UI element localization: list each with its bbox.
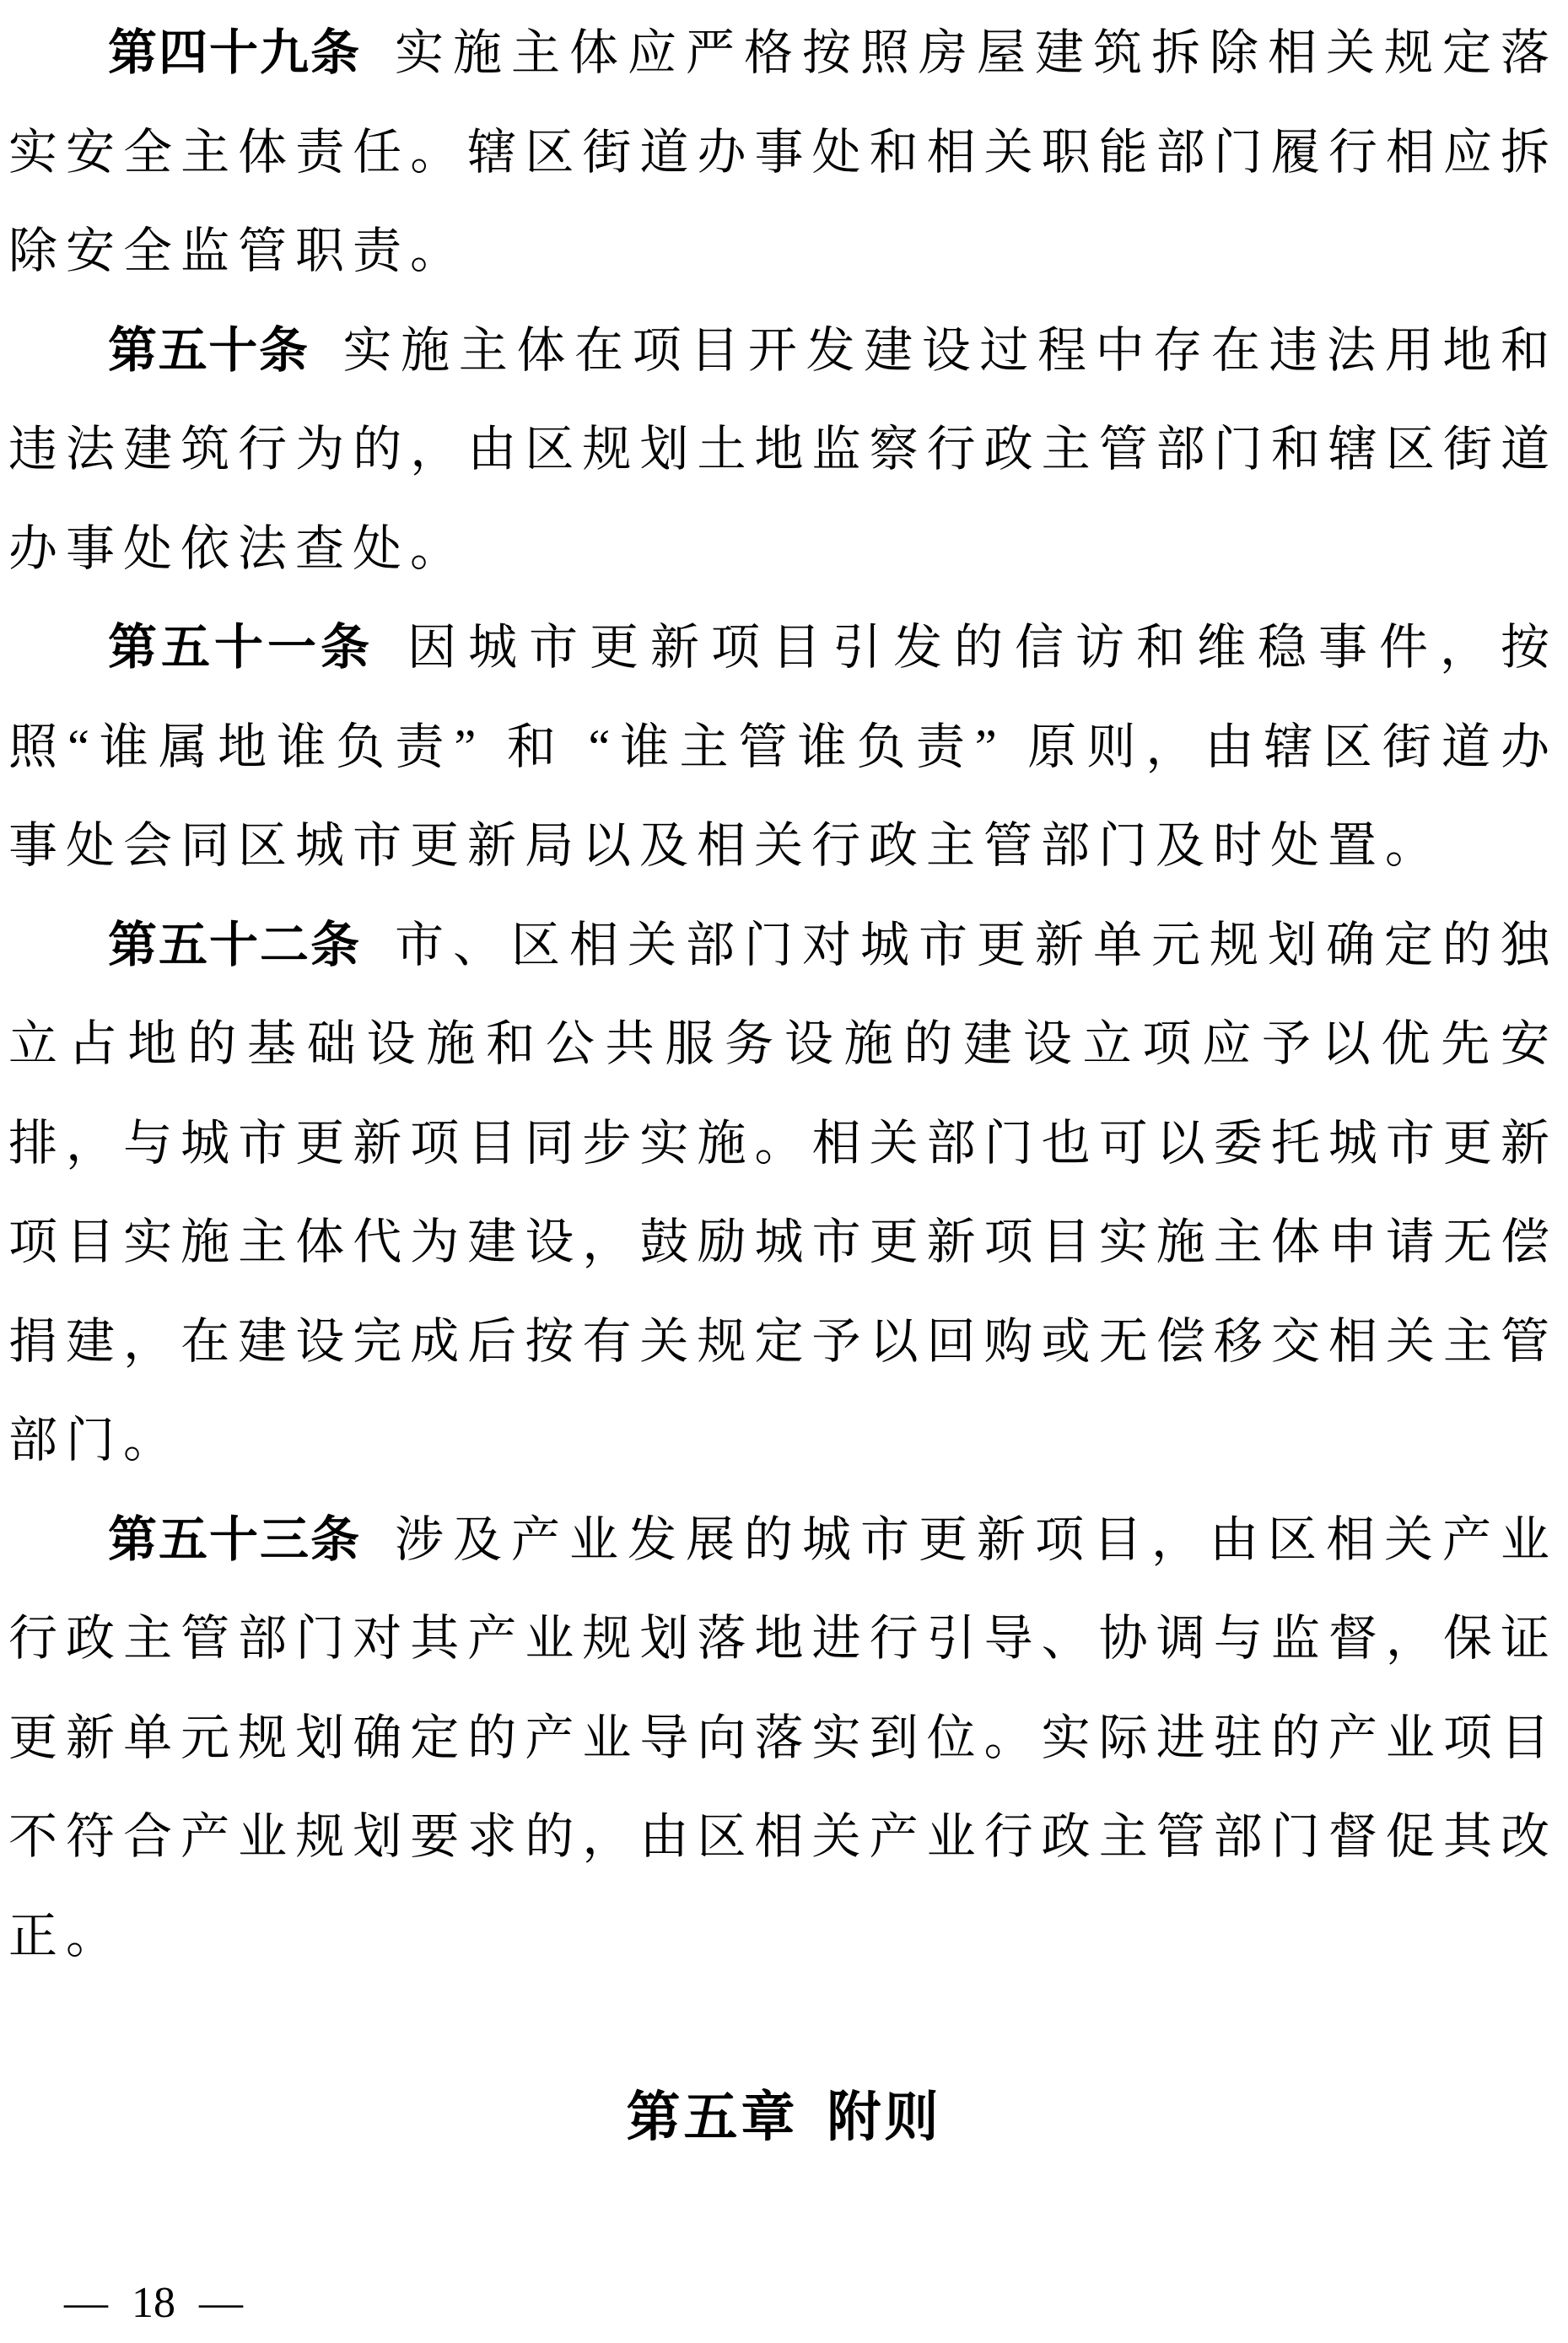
article-number-label: 第五十二条 xyxy=(108,917,361,972)
article-text: 实施主体在项目开发建设过程中存在违法用地和违法建筑行为的，由区规划土地监察行政主管部门和辖区街道办事处依法查处。 xyxy=(8,322,1558,576)
chapter-heading xyxy=(0,2076,1568,2157)
article-paragraph xyxy=(8,301,1558,599)
article-paragraph xyxy=(8,1490,1558,1986)
page-number: 18 xyxy=(132,2279,175,2327)
footer-dash-right: — xyxy=(199,2279,243,2327)
chapter-number: 第五章 xyxy=(626,2087,799,2147)
article-paragraph xyxy=(8,3,1558,301)
article-number-label: 第五十三条 xyxy=(108,1511,361,1567)
article-number-label: 第四十九条 xyxy=(108,25,361,80)
article-paragraph xyxy=(8,598,1558,896)
chapter-title: 附则 xyxy=(827,2087,942,2147)
article-paragraphs xyxy=(8,3,1558,1985)
article-text: 涉及产业发展的城市更新项目，由区相关产业行政主管部门对其产业规划落地进行引导、协调与监督，保证更新单元规划确定的产业导向落实到位。实际进驻的产业项目不符合产业规划要求的，由区相关产业行政主管部门督促其改正。 xyxy=(8,1511,1558,1963)
footer-dash-left: — xyxy=(64,2279,108,2327)
article-number-label: 第五十一条 xyxy=(108,620,374,675)
page-number-footer xyxy=(64,2277,243,2330)
article-text: 市、区相关部门对城市更新单元规划确定的独立占地的基础设施和公共服务设施的建设立项应予以优先安排，与城市更新项目同步实施。相关部门也可以委托城市更新项目实施主体代为建设，鼓励城市更新项目实施主体申请无偿捐建，在建设完成后按有关规定予以回购或无偿移交相关主管部门。 xyxy=(8,917,1558,1468)
article-text: 实施主体应严格按照房屋建筑拆除相关规定落实安全主体责任。辖区街道办事处和相关职能部门履行相应拆除安全监管职责。 xyxy=(8,25,1558,278)
article-number-label: 第五十条 xyxy=(108,322,310,378)
article-paragraph xyxy=(8,896,1558,1490)
article-text: 因城市更新项目引发的信访和维稳事件，按照“谁属地谁负责” 和 “谁主管谁负责” 原则，由辖区街道办事处会同区城市更新局以及相关行政主管部门及时处置。 xyxy=(8,620,1558,873)
